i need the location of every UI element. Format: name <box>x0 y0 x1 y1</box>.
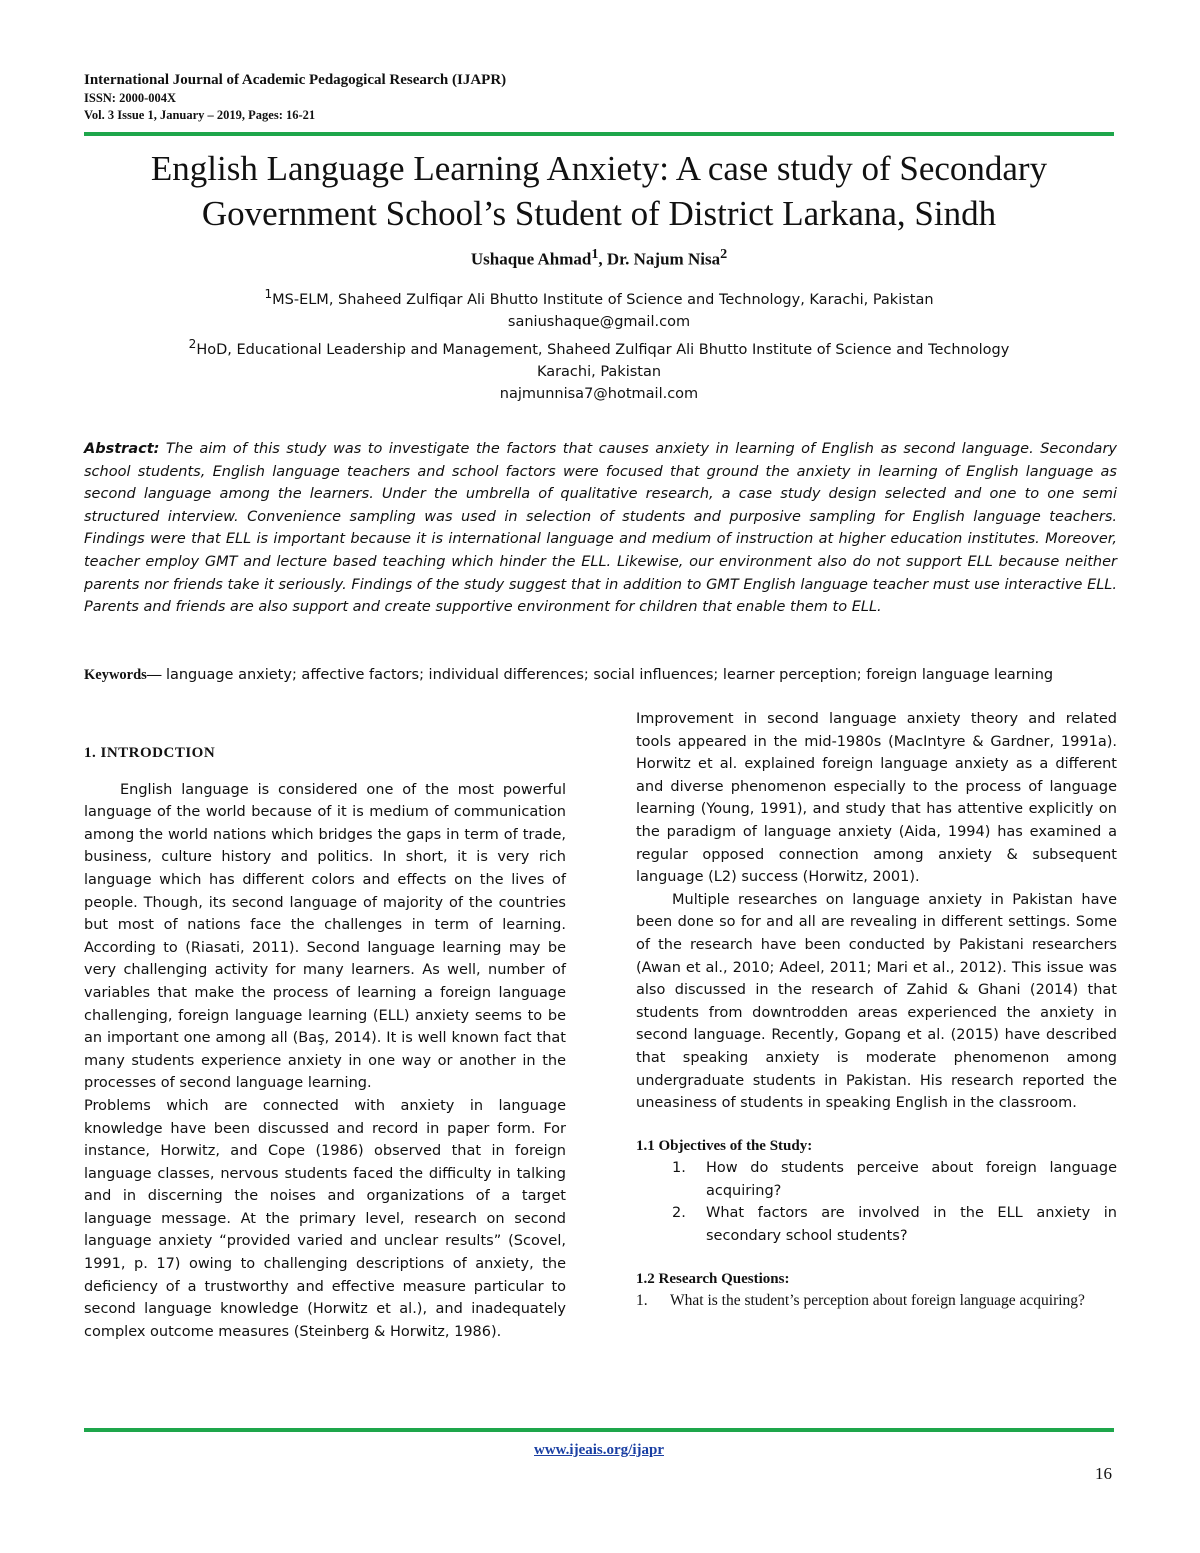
author-list <box>84 246 1114 270</box>
title-line-2: Government School’s Student of District Larkana, Sindh <box>201 194 997 233</box>
affiliation-2-text: HoD, Educational Leadership and Management, Shaheed Zulfiqar Ali Bhutto Institute of Science and Technology <box>196 341 1010 358</box>
footer-rule <box>84 1428 1114 1432</box>
list-item-number: 1. <box>672 1160 686 1177</box>
email-2: najmunnisa7@hotmail.com <box>499 385 699 402</box>
keywords-label: Keywords— <box>84 667 162 683</box>
right-column <box>636 708 1117 1313</box>
affiliation-1-text: MS-ELM, Shaheed Zulfiqar Ali Bhutto Institute of Science and Technology, Karachi, Pakistan <box>272 291 934 308</box>
intro-paragraph-4: Multiple researches on language anxiety in Pakistan have been done so for and all are revealing in different settings. Some of the research have been conducted by Pakistani researchers (Awan et al., 2010; Adeel, 2011; Mari et al., 2012). This issue was also discussed in the research of Zahid & Ghani (2014) that students from downtrodden areas experienced the anxiety in second language. Recently, Gopang et al. (2015) have described that speaking anxiety is moderate phenomenon among undergraduate students in Pakistan. His research reported the uneasiness of students in speaking English in the classroom. <box>636 891 1117 1112</box>
questions-heading: 1.2 Research Questions: <box>636 1270 790 1287</box>
author-separator: , <box>598 249 607 269</box>
left-column <box>84 742 566 1343</box>
list-item-number: 1. <box>636 1292 648 1310</box>
journal-volume: Vol. 3 Issue 1, January – 2019, Pages: 16-21 <box>84 108 316 122</box>
journal-header <box>84 70 1124 124</box>
section-heading-introduction: 1. INTRODCTION <box>84 745 216 761</box>
list-item-text: What is the student’s perception about foreign language acquiring? <box>670 1292 1085 1310</box>
list-item <box>636 1157 1117 1202</box>
questions-list <box>636 1290 1117 1313</box>
affiliation-2-city: Karachi, Pakistan <box>536 363 662 380</box>
author-2-sup: 2 <box>720 246 728 262</box>
affiliation-2 <box>84 333 1114 361</box>
abstract <box>84 438 1117 619</box>
header-rule <box>84 132 1114 136</box>
affiliation-1 <box>84 283 1114 311</box>
list-item-text: What factors are involved in the ELL anxiety in secondary school students? <box>706 1205 1117 1245</box>
abstract-label: Abstract: <box>84 441 160 457</box>
author-1: Ushaque Ahmad <box>470 249 592 269</box>
journal-name: International Journal of Academic Pedagogical Research (IJAPR) <box>84 72 507 88</box>
journal-website-link[interactable]: www.ijeais.org/ijapr <box>534 1442 664 1458</box>
affiliation-1-sup: 1 <box>264 287 273 301</box>
paper-title <box>84 146 1114 236</box>
objectives-list <box>636 1157 1117 1247</box>
page-number: 16 <box>1095 1464 1112 1483</box>
list-item <box>636 1202 1117 1247</box>
author-2: Dr. Najum Nisa <box>606 249 721 269</box>
objectives-heading: 1.1 Objectives of the Study: <box>636 1137 813 1154</box>
keywords <box>84 664 1117 686</box>
email-1: saniushaque@gmail.com <box>507 313 691 330</box>
list-item <box>636 1290 1117 1313</box>
intro-paragraph-2: Problems which are connected with anxiety in language knowledge have been discussed and record in paper form. For instance, Horwitz, and Cope (1986) observed that in foreign language classes, nervous students faced the difficulty in talking and in discerning the noises and organizations of a target language message. At the primary level, research on second language anxiety “provided varied and unclear results” (Scovel, 1991, p. 17) owing to challenging descriptions of anxiety, the deficiency of a trustworthy and effective measure particular to second language knowledge (Horwitz et al.), and inadequately complex outcome measures (Steinberg & Horwitz, 1986). <box>84 1097 566 1340</box>
affiliation-2-sup: 2 <box>188 336 197 351</box>
list-item-text: How do students perceive about foreign language acquiring? <box>706 1160 1117 1199</box>
journal-issn: ISSN: 2000-004X <box>84 91 177 105</box>
author-1-sup: 1 <box>591 246 599 262</box>
list-item-number: 2. <box>672 1205 686 1222</box>
title-line-1: English Language Learning Anxiety: A case study of Secondary <box>150 149 1048 188</box>
intro-paragraph-1: English language is considered one of the most powerful language of the world because of it is medium of communication among the world nations which bridges the gaps in term of trade, business, culture history and politics. In short, it is very rich language which has different colors and effects on the lives of people. Though, its second language of majority of the countries but most of nations face the challenges in term of learning. According to (Riasati, 2011). Second language learning may be very challenging activity for many learners. As well, number of variables that make the process of learning a foreign language challenging, foreign language learning (ELL) anxiety seems to be an important one among all (Baş, 2014). It is well known fact that many students experience anxiety in one way or another in the processes of second language learning. <box>84 781 566 1092</box>
intro-paragraph-3: Improvement in second language anxiety theory and related tools appeared in the mid-1980s (MacIntyre & Gardner, 1991a). Horwitz et al. explained foreign language anxiety as a different and diverse phenomenon especially to the process of language learning (Young, 1991), and study that has attentive explicitly on the paradigm of language anxiety (Aida, 1994) has examined a regular opposed connection among anxiety & subsequent language (L2) success (Horwitz, 2001). <box>636 711 1117 886</box>
abstract-text: The aim of this study was to investigate the factors that causes anxiety in learning of English as second language. Secondary school students, English language teachers and school factors were focused that ground the anxiety in learning of English language as second language among the learners. Under the umbrella of qualitative research, a case study design selected and one to one semi structured interview. Convenience sampling was used in selection of students and purposive sampling for English language teachers. Findings were that ELL is important because it is international language and medium of instruction at higher education institutes. Moreover, teacher employ GMT and lecture based teaching which hinder the ELL. Likewise, our environment also do not support ELL because neither parents nor friends take it seriously. Findings of the study suggest that in addition to GMT English language teacher must use interactive ELL. Parents and friends are also support and create supportive environment for children that enable them to ELL. <box>84 441 1117 616</box>
affiliations <box>84 283 1114 405</box>
keywords-text: language anxiety; affective factors; individual differences; social influences; learner perception; foreign language learning <box>161 667 1054 683</box>
